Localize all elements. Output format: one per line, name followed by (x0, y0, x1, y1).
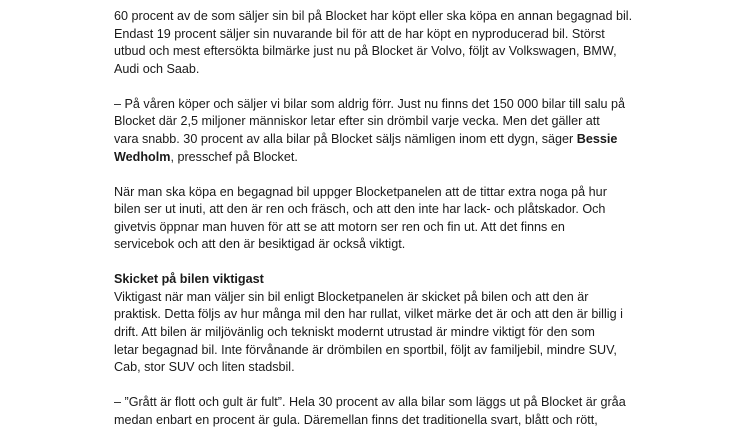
text-line-with-name (114, 149, 654, 167)
text-fragment: , presschef på Blocket. (170, 149, 298, 164)
text-line: 60 procent av de som säljer sin bil på Blocket har köpt eller ska köpa en annan begagnad bil. (114, 9, 633, 23)
paragraph-buying-checks (114, 184, 654, 254)
text-line: letar begagnad bil. Inte förvånande är drömbilen en sportbil, följt av familjebil, mindre SUV, (114, 342, 617, 357)
text-line: bilen ser ut inuti, att den är ren och fräsch, och att den inte har lack- och plåtskador. Och (114, 202, 606, 217)
text-line: När man ska köpa en begagnad bil uppger Blocketpanelen att de tittar extra noga på hur (114, 184, 607, 199)
text-line: – På våren köper och säljer vi bilar som aldrig förr. Just nu finns det 150 000 bilar till salu på (114, 96, 626, 111)
text-line: Viktigast när man väljer sin bil enligt Blocketpanelen är skicket på bilen och att den är (114, 289, 589, 304)
text-line-with-name (114, 131, 654, 149)
section-heading: Skicket på bilen viktigast (114, 272, 264, 287)
text-line: medan enbart en procent är gula. Däremellan finns det traditionella svart, blått och rött, (114, 412, 598, 427)
text-line: utbud och mest eftersökta bilmärke just nu på Blocket är Volvo, följt av Volkswagen, BMW, (114, 44, 617, 59)
text-line: Endast 19 procent säljer sin nuvarande bil för att de har köpt en nyproducerad bil. Störst (114, 26, 605, 41)
text-line: – ”Grått är flott och gult är fult”. Hela 30 procent av alla bilar som läggs ut på Blocket är gråa (114, 395, 626, 410)
paragraph-colors (114, 394, 654, 429)
paragraph-quote (114, 96, 654, 166)
text-fragment: vara snabb. 30 procent av alla bilar på Blocket säljs nämligen inom ett dygn, säger (114, 131, 577, 146)
text-line: Audi och Saab. (114, 61, 200, 76)
text-line: praktisk. Detta följs av hur många mil den har rullat, vilket märke det är och att den är billig i (114, 307, 623, 322)
spokesperson-first-name: Bessie (576, 131, 618, 146)
document-page (114, 8, 654, 429)
text-line: Blocket där 2,5 miljoner människor letar efter sin drömbil varje vecka. Men det gäller att (114, 114, 600, 129)
text-line: givetvis öppnar man huven för att se att motorn ser ren och fin ut. Att det finns en (114, 219, 565, 234)
paragraph-market-stats (114, 8, 654, 78)
text-line: Cab, stor SUV och liten stadsbil. (114, 360, 295, 375)
spokesperson-last-name: Wedholm (114, 149, 171, 164)
text-line: servicebok och att den är besiktigad är också viktigt. (114, 237, 406, 252)
text-line: drift. Att bilen är miljövänlig och tekniskt modernt utrustad är mindre viktigt för den som (114, 325, 595, 340)
paragraph-condition (114, 271, 654, 377)
